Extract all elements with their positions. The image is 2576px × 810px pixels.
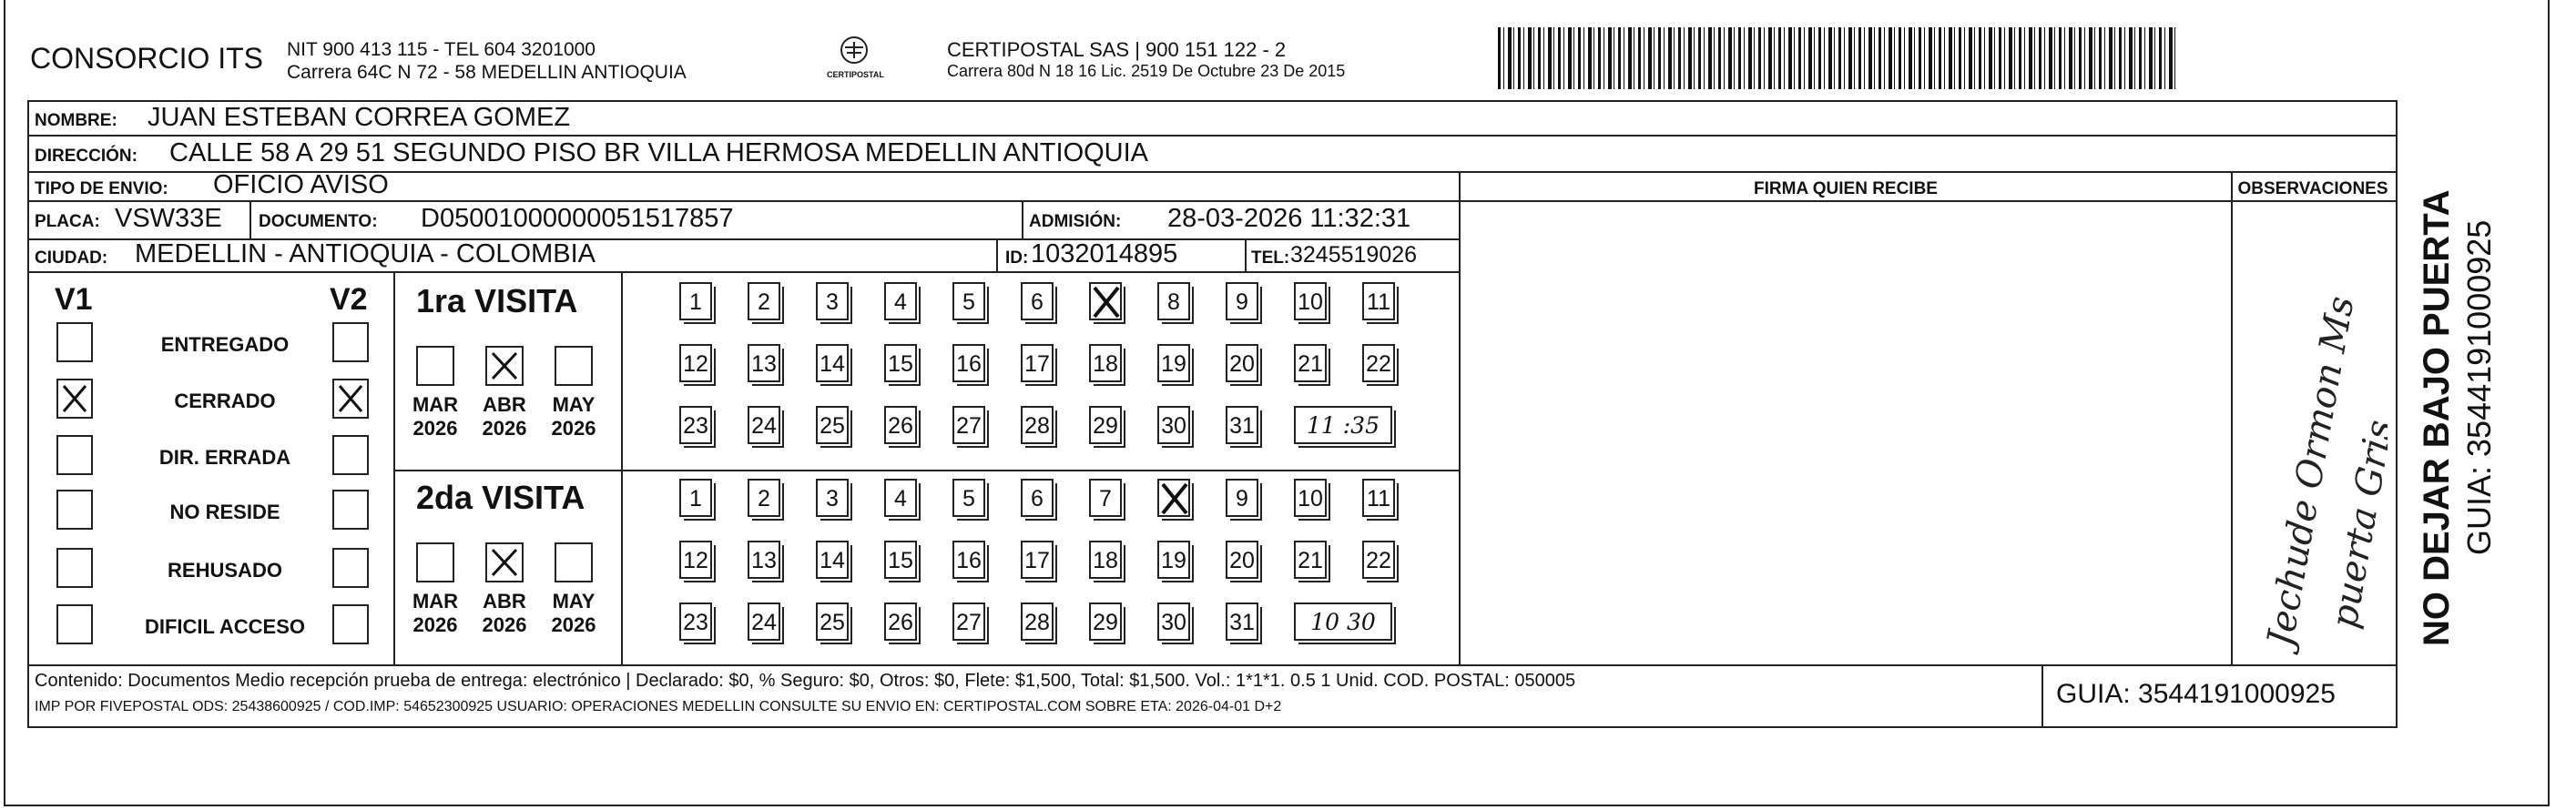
ciudad-label: CIUDAD: <box>35 248 108 268</box>
direccion-label: DIRECCIÓN: <box>35 147 137 166</box>
documento-label: DOCUMENTO: <box>259 212 378 231</box>
day-checkbox[interactable]: 9 <box>1226 479 1258 517</box>
day-checkbox[interactable]: 15 <box>884 344 917 382</box>
row-direccion <box>29 137 2396 173</box>
day-checkbox[interactable]: 30 <box>1157 602 1190 641</box>
status-label: REHUSADO <box>168 559 282 582</box>
status-label: NO RESIDE <box>169 501 280 523</box>
documento-value: D05001000000051517857 <box>421 204 734 233</box>
check-mark-icon <box>58 380 91 417</box>
row-ciudad <box>29 240 1461 273</box>
day-checkbox[interactable]: 2 <box>748 479 780 517</box>
check-mark-icon <box>1159 481 1190 517</box>
day-checkbox[interactable]: 17 <box>1021 344 1054 382</box>
day-checkbox[interactable]: 22 <box>1362 541 1395 579</box>
month-checkbox[interactable] <box>416 542 454 582</box>
month-name: ABR <box>483 393 526 416</box>
obs-line-1: Jechude Ormon Ms <box>2259 293 2363 650</box>
day-checkbox[interactable]: 17 <box>1021 541 1054 579</box>
month-label <box>477 590 532 637</box>
day-checkbox[interactable]: 25 <box>816 406 849 444</box>
month-year: 2026 <box>412 417 458 440</box>
month-label <box>477 393 532 440</box>
admision-label: ADMISIÓN: <box>1029 212 1122 231</box>
day-checkbox[interactable]: 3 <box>816 479 849 517</box>
month-year: 2026 <box>482 417 527 440</box>
time-box[interactable]: 11 :35 <box>1294 406 1392 444</box>
check-mark-icon <box>487 544 522 581</box>
day-checkbox[interactable]: 13 <box>748 541 780 579</box>
status-divider <box>393 273 395 664</box>
month-checkbox[interactable] <box>485 346 524 386</box>
visit-title: 1ra VISITA <box>416 282 578 319</box>
placa-label: PLACA: <box>35 212 100 231</box>
company-line-1: NIT 900 413 115 - TEL 604 3201000 <box>287 39 596 60</box>
tel-label: TEL: <box>1251 248 1290 268</box>
month-name: MAY <box>552 393 596 416</box>
day-checkbox[interactable]: 21 <box>1294 541 1327 579</box>
status-v2-checkbox[interactable] <box>332 435 369 475</box>
day-checkbox[interactable]: 30 <box>1157 406 1190 444</box>
id-label: ID: <box>1005 248 1029 268</box>
side-text <box>2404 118 2540 646</box>
courier-line-1: CERTIPOSTAL SAS | 900 151 122 - 2 <box>947 38 1287 61</box>
day-checkbox[interactable]: 24 <box>748 406 780 444</box>
time-box[interactable]: 10 30 <box>1294 602 1392 641</box>
nombre-label: NOMBRE: <box>35 111 117 130</box>
day-checkbox[interactable]: 23 <box>679 406 712 444</box>
obs-divider <box>2231 202 2233 664</box>
day-checkbox[interactable]: 11 <box>1362 479 1395 517</box>
day-checkbox[interactable]: 12 <box>679 344 712 382</box>
day-checkbox[interactable]: 16 <box>952 344 985 382</box>
day-checkbox[interactable]: 3 <box>816 282 849 320</box>
day-checkbox[interactable]: 25 <box>816 602 849 641</box>
visit-months-divider <box>621 273 623 664</box>
day-checkbox[interactable]: 18 <box>1089 541 1122 579</box>
day-checkbox[interactable]: 4 <box>884 479 917 517</box>
visit-divider <box>393 470 1459 471</box>
status-v1-checkbox[interactable] <box>56 379 93 419</box>
month-name: MAR <box>412 590 459 613</box>
day-checkbox[interactable]: 1 <box>679 282 712 320</box>
day-checkbox[interactable]: 11 <box>1362 282 1395 320</box>
day-checkbox[interactable]: 10 <box>1294 282 1327 320</box>
day-checkbox[interactable]: 15 <box>884 541 917 579</box>
id-value: 1032014895 <box>1031 239 1178 268</box>
check-mark-icon <box>1091 284 1122 320</box>
direccion-value: CALLE 58 A 29 51 SEGUNDO PISO BR VILLA HERMOSA MEDELLIN ANTIOQUIA <box>169 138 1149 167</box>
day-checkbox[interactable]: 13 <box>748 344 780 382</box>
company-info <box>287 38 687 84</box>
v2-header: V2 <box>330 282 368 317</box>
month-label <box>546 590 601 637</box>
month-checkbox[interactable] <box>416 346 454 386</box>
ciudad-value: MEDELLIN - ANTIOQUIA - COLOMBIA <box>135 239 596 268</box>
status-v1-checkbox[interactable] <box>56 322 93 362</box>
day-checkbox[interactable]: 29 <box>1089 406 1122 444</box>
footer-line-1: Contenido: Documentos Medio recepción prueba de entrega: electrónico | Declarado: $0, % Seguro: $0, Otros: $0, Flete: $1,500, Total: $1,500. Vol.: 1*1*1. 0.5 1 Unid. COD. POSTAL: 050005 <box>35 671 1576 691</box>
day-checkbox[interactable]: 5 <box>952 282 985 320</box>
day-checkbox[interactable]: 31 <box>1226 406 1258 444</box>
day-checkbox[interactable]: 14 <box>816 344 849 382</box>
footer-guia-divider <box>2041 664 2043 726</box>
status-label: DIR. ERRADA <box>158 446 291 469</box>
day-checkbox[interactable]: 19 <box>1157 344 1190 382</box>
day-checkbox[interactable]: 16 <box>952 541 985 579</box>
day-checkbox[interactable]: 12 <box>679 541 712 579</box>
day-checkbox[interactable]: 2 <box>748 282 780 320</box>
day-checkbox[interactable]: 29 <box>1089 602 1122 641</box>
status-v2-checkbox[interactable] <box>332 548 369 588</box>
month-checkbox[interactable] <box>485 542 524 582</box>
day-checkbox[interactable]: 24 <box>748 602 780 641</box>
status-v2-checkbox[interactable] <box>332 490 369 530</box>
day-checkbox[interactable]: 9 <box>1226 282 1258 320</box>
side-warning: NO DEJAR BAJO PUERTA <box>2417 189 2457 646</box>
day-checkbox[interactable]: 8 <box>1157 282 1190 320</box>
month-checkbox[interactable] <box>555 542 593 582</box>
main-table <box>27 100 2398 728</box>
observaciones-header: OBSERVACIONES <box>2237 179 2388 198</box>
status-v2-checkbox[interactable] <box>332 322 369 362</box>
footer-guia: GUIA: 3544191000925 <box>2056 679 2336 709</box>
day-checkbox[interactable]: 1 <box>679 479 712 517</box>
day-checkbox[interactable]: 26 <box>884 406 917 444</box>
month-year: 2026 <box>551 613 596 636</box>
month-label <box>546 393 601 440</box>
day-checkbox[interactable]: 27 <box>952 602 985 641</box>
day-checkbox[interactable]: 23 <box>679 602 712 641</box>
day-checkbox[interactable] <box>1157 479 1190 517</box>
nombre-value: JUAN ESTEBAN CORREA GOMEZ <box>148 103 571 132</box>
month-year: 2026 <box>551 417 596 440</box>
footer-line-2: IMP POR FIVEPOSTAL ODS: 25438600925 / COD.IMP: 54652300925 USUARIO: OPERACIONES MEDELLIN CONSULTE SU ENVIO EN: CERTIPOSTAL.COM SOBRE ETA: 2026-04-01 D+2 <box>35 699 1282 714</box>
day-checkbox[interactable]: 19 <box>1157 541 1190 579</box>
day-checkbox[interactable]: 20 <box>1226 541 1258 579</box>
day-checkbox[interactable]: 20 <box>1226 344 1258 382</box>
day-checkbox[interactable]: 26 <box>884 602 917 641</box>
row-placa <box>29 202 1461 240</box>
month-label <box>408 590 463 637</box>
month-name: ABR <box>483 590 526 613</box>
month-year: 2026 <box>412 613 458 636</box>
status-v1-checkbox[interactable] <box>56 435 93 475</box>
status-v2-checkbox[interactable] <box>332 604 369 644</box>
v1-header: V1 <box>55 282 93 317</box>
row-tipo <box>29 170 2396 202</box>
status-label: ENTREGADO <box>160 333 290 356</box>
handwriting-svg <box>2242 284 2388 657</box>
admision-value: 28-03-2026 11:32:31 <box>1167 204 1411 233</box>
company-name: CONSORCIO ITS <box>30 42 264 75</box>
day-checkbox[interactable]: 6 <box>1021 282 1054 320</box>
day-checkbox[interactable]: 4 <box>884 282 917 320</box>
courier-line-2: Carrera 80d N 18 16 Lic. 2519 De Octubre 23 De 2015 <box>947 62 1346 80</box>
company-line-2: Carrera 64C N 72 - 58 MEDELLIN ANTIOQUIA <box>287 62 687 83</box>
firma-header: FIRMA QUIEN RECIBE <box>1754 179 1938 198</box>
courier-info <box>947 38 1345 81</box>
row-nombre <box>29 102 2396 137</box>
day-checkbox[interactable] <box>1089 282 1122 320</box>
month-checkbox[interactable] <box>555 346 593 386</box>
barcode <box>1498 27 2176 89</box>
tel-value: 3245519026 <box>1290 242 1418 268</box>
day-checkbox[interactable]: 21 <box>1294 344 1327 382</box>
status-v1-checkbox[interactable] <box>56 548 93 588</box>
observations-handwriting <box>2242 284 2388 657</box>
obs-line-2: puerta Gris <box>2323 417 2388 632</box>
tipo-value: OFICIO AVISO <box>213 170 389 199</box>
day-checkbox[interactable]: 10 <box>1294 479 1327 517</box>
tipo-label: TIPO DE ENVIO: <box>35 179 168 198</box>
placa-value: VSW33E <box>115 204 222 233</box>
day-checkbox[interactable]: 22 <box>1362 344 1395 382</box>
status-label: CERRADO <box>174 390 276 412</box>
visit-title: 2da VISITA <box>416 479 585 516</box>
logo-icon <box>836 35 872 66</box>
status-v1-checkbox[interactable] <box>56 604 93 644</box>
month-name: MAY <box>552 590 596 613</box>
status-v2-checkbox[interactable] <box>332 379 369 419</box>
day-checkbox[interactable]: 14 <box>816 541 849 579</box>
month-year: 2026 <box>482 613 527 636</box>
month-name: MAR <box>412 393 459 416</box>
check-mark-icon <box>487 348 522 384</box>
day-checkbox[interactable]: 27 <box>952 406 985 444</box>
day-checkbox[interactable]: 7 <box>1089 479 1122 517</box>
day-checkbox[interactable]: 6 <box>1021 479 1054 517</box>
day-checkbox[interactable]: 28 <box>1021 602 1054 641</box>
firma-divider <box>1459 202 1461 664</box>
day-checkbox[interactable]: 18 <box>1089 344 1122 382</box>
day-checkbox[interactable]: 28 <box>1021 406 1054 444</box>
logo-text: CERTIPOSTAL <box>827 70 884 79</box>
status-v1-checkbox[interactable] <box>56 490 93 530</box>
day-checkbox[interactable]: 31 <box>1226 602 1258 641</box>
status-label: DIFICIL ACCESO <box>144 615 305 638</box>
day-checkbox[interactable]: 5 <box>952 479 985 517</box>
month-label <box>408 393 463 440</box>
certipostal-logo <box>827 35 884 89</box>
side-guia: GUIA: 3544191000925 <box>2460 219 2498 555</box>
check-mark-icon <box>334 380 367 417</box>
